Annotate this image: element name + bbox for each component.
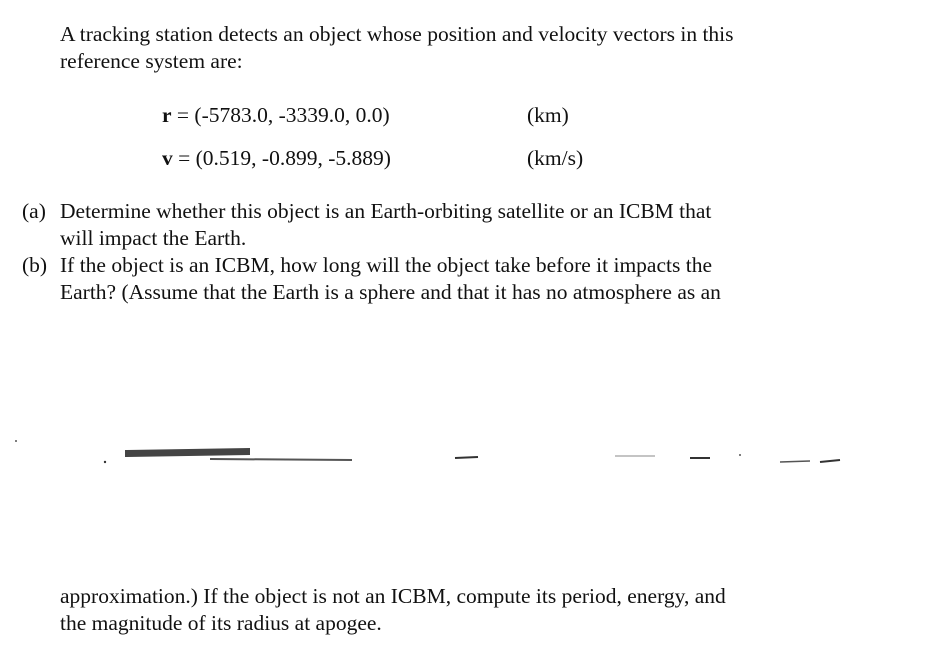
velocity-value: = (0.519, -0.899, -5.889): [172, 146, 391, 170]
position-value: = (-5783.0, -3339.0, 0.0): [171, 103, 390, 127]
question-a-line-1: Determine whether this object is an Earth-orbiting satellite or an ICBM that: [60, 199, 712, 223]
scan-artifact-dot-1: [104, 461, 106, 463]
question-a-line-2: will impact the Earth.: [60, 226, 247, 250]
intro-line-2: reference system are:: [60, 49, 243, 73]
scan-artifact-line-1: [210, 459, 352, 460]
scan-artifact-dot-3: [739, 454, 741, 456]
velocity-symbol: v: [162, 146, 173, 170]
velocity-unit: (km/s): [527, 146, 584, 170]
scan-artifact-dot-2: [15, 440, 17, 442]
question-b-label: (b): [22, 253, 48, 277]
intro-line-1: A tracking station detects an object whose position and velocity vectors in this: [60, 22, 734, 46]
continuation-line-1: approximation.) If the object is not an ICBM, compute its period, energy, and: [60, 584, 726, 608]
position-unit: (km): [527, 103, 569, 127]
question-a-label: (a): [22, 199, 46, 223]
question-b-line-1: If the object is an ICBM, how long will the object take before it impacts the: [60, 253, 713, 277]
continuation-line-2: the magnitude of its radius at apogee.: [60, 611, 382, 635]
scan-artifact-line-6: [820, 460, 840, 462]
scan-artifact-line-2: [455, 457, 478, 458]
scan-artifact-line-5: [780, 461, 810, 462]
question-b-line-2: Earth? (Assume that the Earth is a sphere and that it has no atmosphere as an: [60, 280, 721, 304]
scan-artifact-bar: [125, 448, 250, 457]
position-symbol: r: [162, 103, 172, 127]
